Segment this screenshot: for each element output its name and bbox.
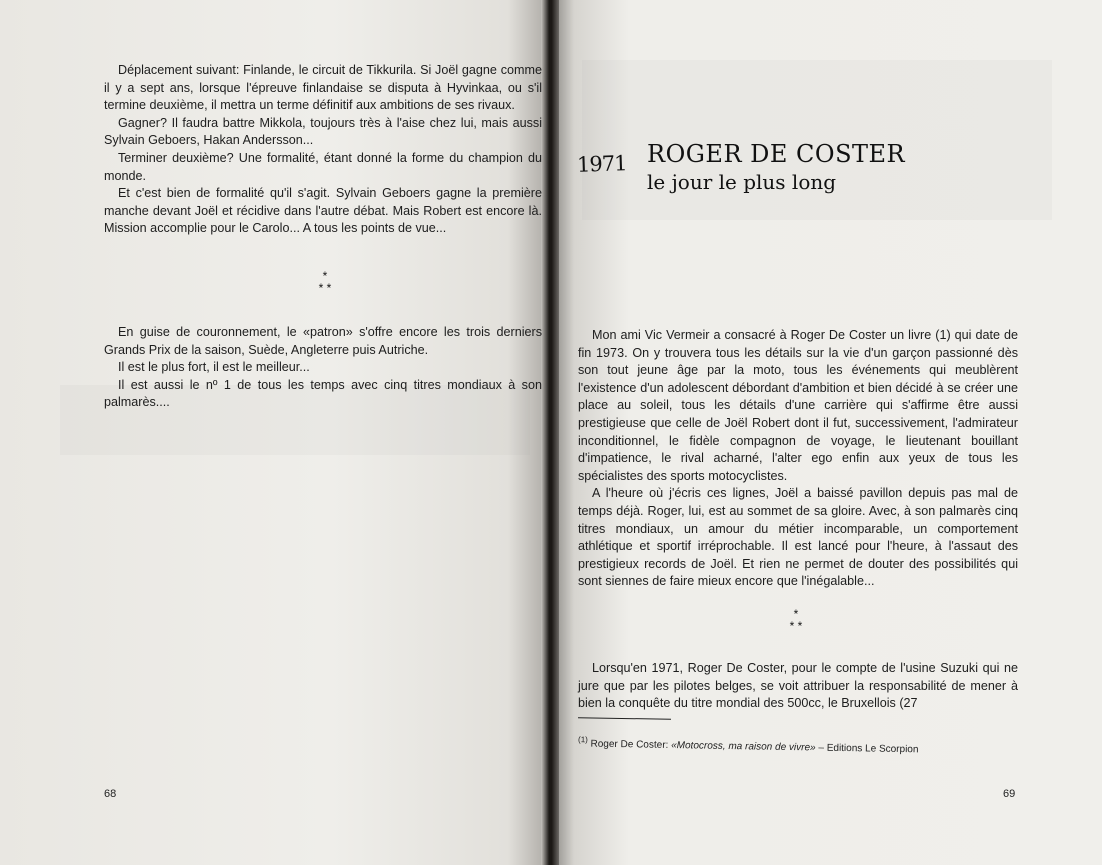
paragraph: Il est le plus fort, il est le meilleur... [118,360,310,375]
page-number: 68 [104,788,117,800]
left-text-block-bottom [104,324,542,412]
paragraph: Déplacement suivant: Finlande, le circuit de Tikkurila. Si Joël gagne comme il y a sept ans, lorsque l'épreuve finlandaise se disputa à Hyvinkaa, ou s'il termine deuxième, il mettra un terme définitif aux ambitions de ses rivaux. [104,63,542,113]
section-separator: * * * [318,269,332,295]
right-text-block-bottom [578,660,1018,713]
page-number: 69 [1003,788,1016,800]
paragraph: Lorsqu'en 1971, Roger De Coster, pour le compte de l'usine Suzuki qui ne jure que par les pilotes belges, se voit attribuer la responsabilité de mener à bien la conquête du titre mondial des 500cc, le Bruxellois (27 [578,661,1018,711]
paragraph: Gagner? Il faudra battre Mikkola, toujours très à l'aise chez lui, mais aussi Sylvain Geboers, Hakan Andersson... [104,115,542,148]
paragraph: Terminer deuxième? Une formalité, étant donné la forme du champion du monde. [104,150,542,183]
book-gutter [541,0,559,865]
footnote-marker: (1) [577,735,588,745]
left-text-block-top [104,62,542,238]
paragraph: Mon ami Vic Vermeir a consacré à Roger De Coster un livre (1) qui date de fin 1973. On y trouvera tous les détails sur la vie d'un garçon passionné dès son tout jeune âge par la moto, tous les événements qui meublèrent l'existence d'un adolescent débordant d'ambition et bien décidé à se créer une place au soleil, tous les détails d'une carrière qui s'affirme être aussi prestigieuse que celle de Joël Robert dont il fut, successivement, l'admirateur inconditionnel, le fidèle compagnon de voyage, le lieutenant bouillant d'impatience, le rival acharné, l'alter ego enfin aux yeux de tous les spécialistes des sports motocyclistes. [578,328,1018,483]
right-text-block-top [578,327,1018,591]
paragraph: Il est aussi le nº 1 de tous les temps avec cinq titres mondiaux à son palmarès.... [104,377,542,410]
footnote-author: Roger De Coster: [590,738,669,751]
paragraph: En guise de couronnement, le «patron» s'offre encore les trois derniers Grands Prix de la saison, Suède, Angleterre puis Autriche. [104,325,542,357]
paragraph: A l'heure où j'écris ces lignes, Joël a baissé pavillon depuis pas mal de temps déjà. Roger, lui, est au sommet de sa gloire. Avec, à son palmarès cinq titres mondiaux, un amour du métier incomparable, un comportement athlétique et sportif irréprochable. Il est lancé pour l'heure, à l'assaut des prestigieux records de Joël. Et rien ne permet de douter des possibilités qui sont siennes de faire mieux encore que l'inégalable... [578,486,1018,589]
footnote-title: «Motocross, ma raison de vivre» [671,739,816,754]
paragraph: Et c'est bien de formalité qu'il s'agit. Sylvain Geboers gagne la première manche devant Joël et récidive dans l'autre débat. Mais Robert est encore là. Mission accomplie pour le Carolo... A tous les points de vue... [104,186,542,236]
footnote-publisher: – Editions Le Scorpion [818,742,919,756]
chapter-subtitle: le jour le plus long [647,170,837,194]
chapter-title: ROGER DE COSTER [647,140,906,168]
section-separator: * * * [789,607,803,633]
chapter-year: 1971 [576,151,627,177]
